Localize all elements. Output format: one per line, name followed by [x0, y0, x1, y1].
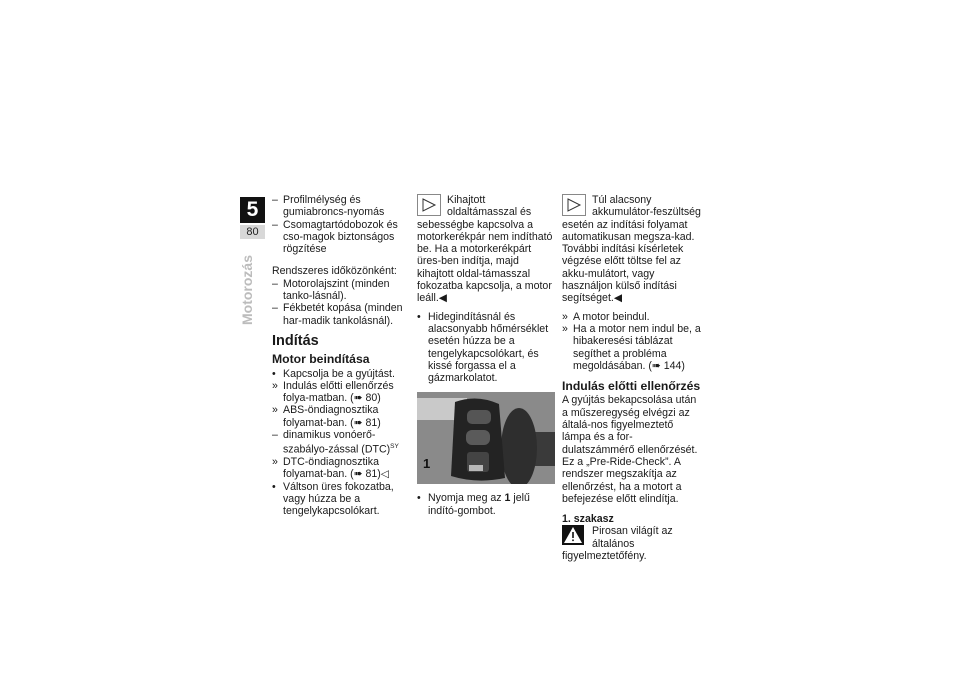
step-marker: • [272, 367, 276, 380]
equipment-superscript: SY [390, 443, 399, 451]
handlebar-switch-photo [417, 392, 555, 484]
result-marker: » [562, 310, 568, 323]
notice-block [562, 194, 702, 305]
result-item [562, 323, 702, 372]
list-item [272, 194, 410, 219]
bullet-text: Hidegindításnál és alacsonyabb hőmérséklet esetén húzza be a tengelykapcsolókart, és kissé forgassa el a gázmarkolatot. [428, 310, 549, 385]
list-item-text: Csomagtartódobozok és cso-magok biztonságos rögzítése [283, 218, 398, 256]
subsection-heading: Motor beindítása [272, 352, 370, 367]
paragraph: A gyújtás bekapcsolása után a műszeregység elvégzi az általá-nos figyelmeztető lámpa és a for-dulatszámmérő ellenőrzését. Ez a „Pre-Ride-Check”. A rendszer megszakítja az ellenőrzést, ha a motort a befejezése előtt elindítja. [562, 394, 698, 505]
step-text: dinamikus vonóerő-szabályo-zással (DTC) [283, 429, 391, 456]
dash-marker: – [272, 302, 278, 315]
step-text: ABS-öndiagnosztika folyamat-ban. (➠ 81) [283, 404, 381, 429]
warning-icon [562, 525, 586, 547]
page-number: 80 [240, 225, 265, 239]
step-item [272, 380, 410, 405]
result-text: A motor beindul. [573, 310, 650, 323]
bullet-marker: • [417, 310, 421, 323]
section-heading: Indulás előtti ellenőrzés [562, 379, 701, 394]
side-label-wrap [241, 245, 259, 325]
notice-text: Túl alacsony akkumulátor-feszültség esetén az indítási folyamat automatikusan megsza-kad. További indítási kísérletek végzése előtt töltse fel az akku-mulátort, vagy használjon külső indítási segítséget.◀ [562, 194, 701, 305]
step-item [272, 368, 410, 380]
bullet-text-post: jelű indító-gombot. [428, 492, 530, 517]
column-3 [562, 194, 702, 562]
list-item-text: Fékbetét kopása (minden har-madik tankolásnál). [283, 302, 403, 327]
step-marker: » [272, 456, 278, 469]
list-item-text: Profilmélység és gumiabroncs-nyomás [283, 194, 385, 219]
switch-illustration [417, 392, 555, 484]
step-marker: » [272, 404, 278, 417]
step-item [272, 404, 410, 429]
dash-marker: – [272, 218, 278, 231]
warning-block [562, 525, 702, 562]
step-item [272, 429, 410, 456]
step-text: DTC-öndiagnosztika folyamat-ban. (➠ 81)◁ [283, 456, 389, 481]
column-2 [417, 194, 555, 517]
notice-text: Kihajtott oldaltámasszal és sebességbe kapcsolva a motorkerékpár nem indítható be. Ha a motorkerékpárt üres-ben indítja, majd kihajtott oldal-támasszal fokozatba kapcsolja, a motor leáll.◀ [417, 194, 553, 305]
step-item [272, 456, 410, 481]
bullet-item [417, 311, 555, 385]
result-marker: » [562, 322, 568, 335]
intro-text: Rendszeres időközönként: [272, 265, 397, 278]
notice-triangle-icon [562, 194, 586, 216]
chapter-number: 5 [240, 197, 265, 223]
step-marker: – [272, 429, 278, 442]
list-item [272, 278, 410, 303]
step-marker: • [272, 480, 276, 493]
step-text: Váltson üres fokozatba, vagy húzza be a tengelykapcsolókart. [283, 480, 394, 518]
result-text: Ha a motor nem indul be, a hibakeresési táblázat segíthet a probléma megoldásában. (➠ 144) [573, 322, 701, 372]
dash-marker: – [272, 194, 278, 206]
callout-ref: 1 [504, 492, 511, 505]
dash-marker: – [272, 277, 278, 290]
callout-label: 1 [423, 456, 431, 472]
notice-block [417, 194, 555, 305]
list-item [272, 302, 410, 327]
column-1 [272, 194, 410, 518]
bullet-marker: • [417, 492, 421, 505]
step-label: 1. szakasz [562, 513, 614, 526]
step-marker: » [272, 379, 278, 392]
notice-triangle-icon [417, 194, 441, 216]
result-item [562, 311, 702, 323]
list-item [272, 219, 410, 256]
bullet-text-pre: Nyomja meg az [428, 492, 505, 505]
step-text: Indulás előtti ellenőrzés folya-matban. (➠ 80) [283, 379, 394, 405]
warning-text: Pirosan világít az általános figyelmeztetőfény. [562, 525, 673, 563]
step-text: Kapcsolja be a gyújtást. [283, 367, 395, 380]
bullet-item [417, 492, 555, 517]
step-item [272, 481, 410, 518]
chapter-side-label: Motorozás [239, 255, 255, 325]
section-heading: Indítás [272, 332, 319, 349]
list-item-text: Motorolajszint (minden tanko-lásnál). [283, 277, 390, 303]
